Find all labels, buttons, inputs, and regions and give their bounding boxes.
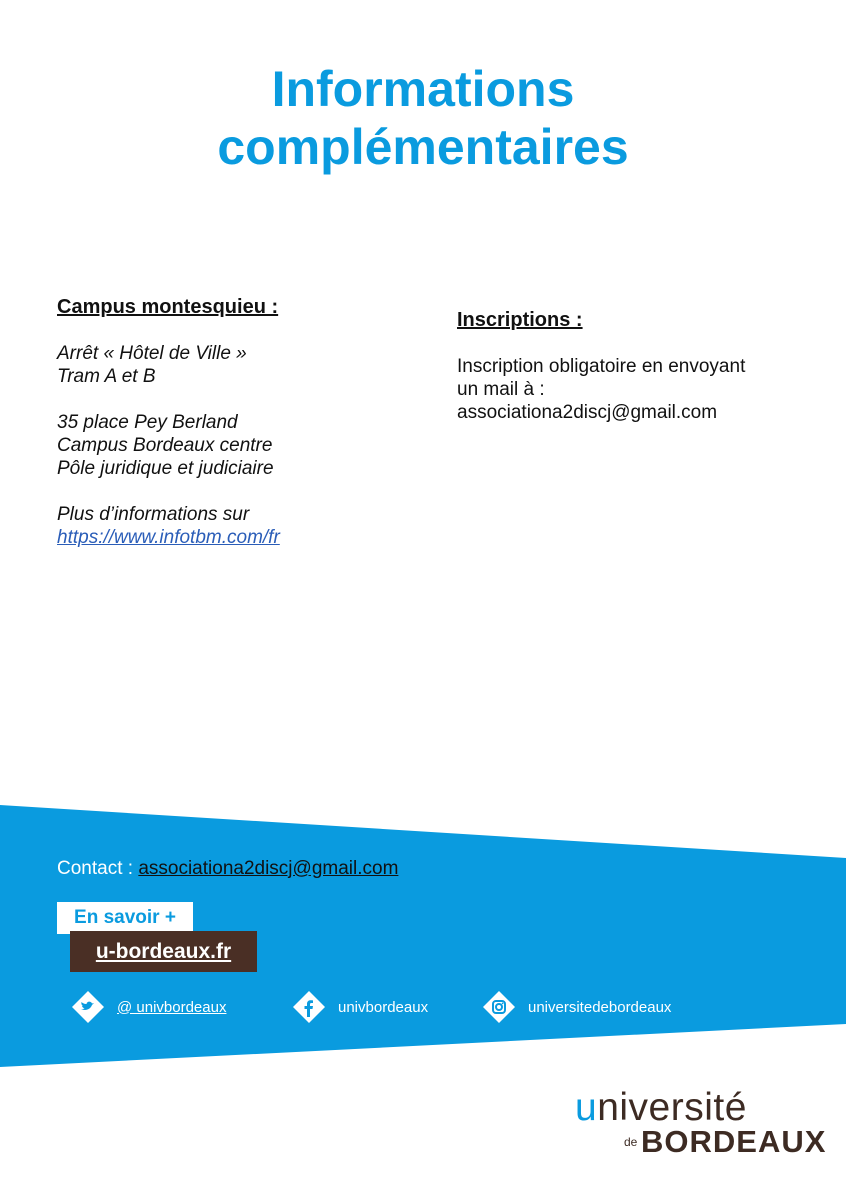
title-line-2: complémentaires [217,119,629,175]
instagram-icon [482,990,516,1024]
tram-lines: Tram A et B [57,366,156,387]
address-line-1: 35 place Pey Berland [57,412,238,433]
en-savoir-plus-label: En savoir + [57,902,193,934]
logo-universite: université [575,1086,747,1129]
twitter-icon [71,990,105,1024]
more-info-text: Plus d’informations sur [57,504,250,525]
inscriptions-line-1: Inscription obligatoire en envoyant [457,356,746,377]
inscriptions-line-2: un mail à : [457,379,545,400]
contact-label: Contact : [57,858,134,879]
facebook-icon [292,990,326,1024]
u-bordeaux-link-text[interactable]: u-bordeaux.fr [95,940,232,963]
title-line-1: Informations [271,61,575,117]
infotbm-link[interactable]: https://www.infotbm.com/fr [57,527,280,548]
facebook-handle[interactable]: univbordeaux [338,998,429,1016]
address-line-3: Pôle juridique et judiciaire [57,458,274,479]
twitter-social[interactable] [71,990,226,1024]
twitter-handle[interactable]: @ univbordeaux [117,998,227,1016]
instagram-social[interactable] [482,990,671,1024]
contact-line [57,858,398,880]
universite-bordeaux-logo [575,1086,827,1160]
address-line-2: Campus Bordeaux centre [57,435,273,456]
campus-heading: Campus montesquieu : [57,296,279,318]
tram-stop: Arrêt « Hôtel de Ville » [57,343,247,364]
logo-de: de [624,1135,638,1149]
inscriptions-email: associationa2discj@gmail.com [457,402,718,423]
facebook-social[interactable] [292,990,428,1024]
instagram-handle[interactable]: universitedebordeaux [528,998,672,1016]
u-bordeaux-link[interactable] [70,931,257,972]
contact-email-link[interactable]: associationa2discj@gmail.com [138,858,399,879]
logo-bordeaux: BORDEAUX [641,1124,827,1159]
inscriptions-heading: Inscriptions : [457,309,583,331]
